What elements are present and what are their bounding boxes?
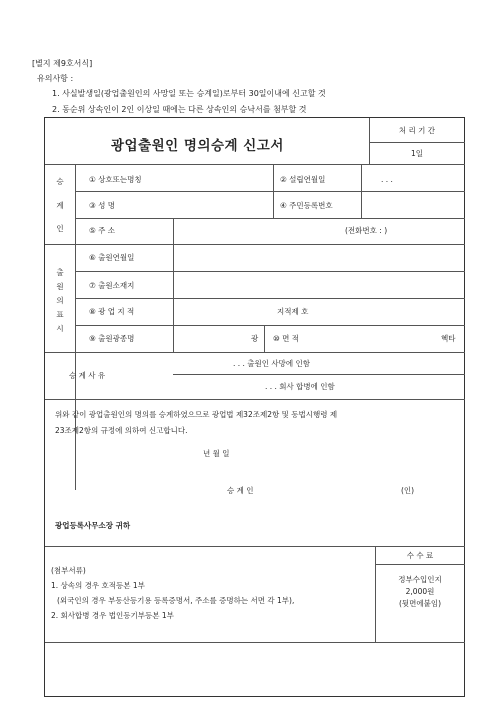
reason-merger: . . . 회사 합병에 인함 (265, 382, 335, 391)
field-name: ③ 성 명 (89, 201, 115, 210)
application-label-3: 의 (56, 296, 64, 305)
fee-line-1: 정부수입인지 (398, 575, 442, 584)
notes-title: 유의사항 : (37, 74, 74, 83)
declaration-date: 년 월 일 (203, 449, 230, 458)
field-mineral-type: ⑨ 출원광종명 (89, 334, 135, 343)
seal-mark: (인) (401, 486, 415, 495)
application-label-2: 원 (56, 282, 64, 291)
addressee: 광업등록사무소장 귀하 (55, 521, 131, 530)
field-mining-lot: ⑧ 광 업 지 적 (89, 307, 135, 316)
declaration-text-2: 23조제2항의 규정에 의하여 신고합니다. (55, 426, 188, 435)
mineral-type-unit: 광 (251, 334, 259, 343)
form-number: [별지 제9호서식] (32, 59, 93, 68)
successor-label-1: 승 (56, 177, 64, 186)
processing-period-label: 처 리 기 간 (398, 126, 436, 135)
attachment-item-1-detail: (외국인의 경우 부동산등기용 등록증명서, 주소를 증명하는 서면 각 1부), (57, 596, 295, 605)
reason-death: . . . 출원인 사망에 인함 (233, 359, 311, 368)
attachment-item-1: 1. 상속의 경우 호적등본 1부 (51, 581, 145, 590)
application-label-5: 시 (56, 324, 64, 333)
field-address: ⑤ 주 소 (89, 226, 115, 235)
processing-period-value: 1일 (410, 149, 424, 158)
fee-line-2: 2,000원 (405, 587, 435, 596)
note-2: 2. 동순위 상속인이 2인 이상일 때에는 다른 상속인의 승낙서를 첨부할 것 (52, 105, 307, 114)
field-application-date: ⑥ 출원연월일 (89, 253, 135, 262)
application-label-1: 출 (56, 268, 64, 277)
fee-line-3: (뒷면에붙임) (398, 599, 442, 608)
form-title: 광업출원인 명의승계 신고서 (111, 138, 284, 154)
fee-label: 수 수 료 (406, 551, 434, 560)
field-business-name: ① 상호또는명칭 (89, 175, 142, 184)
reason-label: 승 계 사 유 (69, 371, 106, 380)
field-established-date: ② 설립연월일 (280, 175, 326, 184)
successor-label-3: 인 (56, 224, 64, 233)
signer-label: 승 계 인 (227, 486, 254, 495)
area-unit: 헥타 (441, 334, 456, 343)
attachments-title: (첨부서류) (51, 566, 86, 575)
successor-label-2: 계 (56, 201, 64, 210)
phone-number: (전화번호 : ) (345, 226, 388, 235)
established-date-value: . . . (381, 175, 393, 184)
declaration-text-1: 위와 같이 광업출원인의 명의를 승계하였으므로 광업법 제32조제2항 및 동법시행령 제 (55, 410, 338, 419)
mining-lot-value: 지적제 호 (277, 307, 309, 316)
attachment-item-2: 2. 회사합병 경우 법인등기부등본 1부 (51, 611, 174, 620)
note-1: 1. 사실발생일(광업출원인의 사망일 또는 승계일)로부터 30일이내에 신고할 것 (52, 89, 326, 98)
application-label-4: 표 (56, 310, 64, 319)
declaration-form (44, 117, 465, 697)
field-application-location: ⑦ 출원소재지 (89, 281, 135, 290)
field-area: ⑩ 면 적 (273, 334, 299, 343)
field-resident-number: ④ 주민등록번호 (280, 201, 333, 210)
